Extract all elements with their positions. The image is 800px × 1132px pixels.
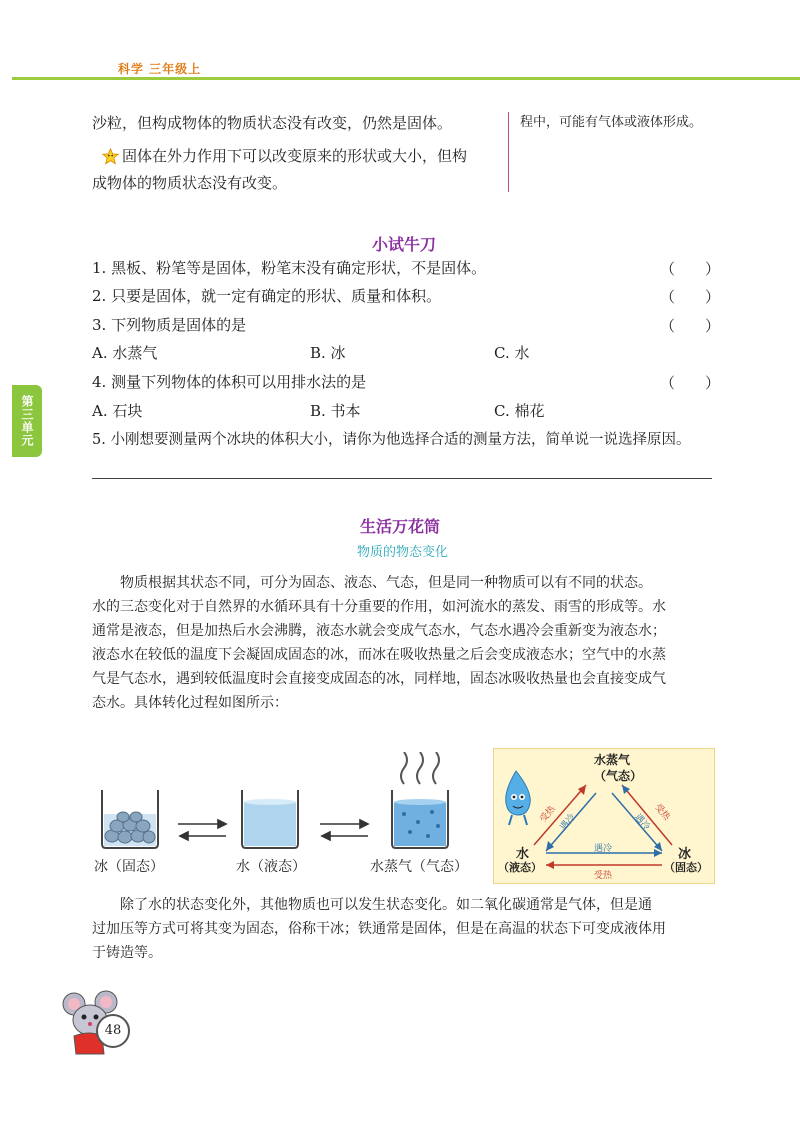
arrow-label-cool-right: 遇冷 [632,812,652,833]
quiz-q3: 3. 下列物质是固体的是 [92,316,247,334]
cycle-left-sublabel: （液态） [498,861,542,874]
water-beaker [242,790,298,848]
quiz-q5: 5. 小刚想要测量两个冰块的体积大小，请你为他选择合适的测量方法，简单说一说选择原因。 [92,432,691,448]
page-number: 48 [96,1014,130,1048]
q4-option-c: C. 棉花 [494,402,545,420]
water-drop-mascot-icon [506,771,531,825]
para1-line: 态水。具体转化过程如图所示： [92,695,288,711]
top-text-line3: 成物体的物质状态没有改变。 [92,174,288,192]
cycle-top-sublabel: （气态） [594,769,643,783]
star-icon [102,148,119,165]
column-divider [508,112,509,192]
cycle-arrows [534,785,672,869]
arrow-label-heat-bottom: 受热 [594,871,613,881]
section-rule [92,478,712,479]
arrow-label-heat-right: 受热 [652,802,672,823]
q4-answer-blank[interactable]: （ ） [660,374,721,392]
q3-option-b: B. 冰 [310,344,346,362]
top-text-line1: 沙粒，但构成物体的物质状态没有改变，仍然是固体。 [92,114,453,132]
steam-beaker [392,752,448,848]
unit-side-tab: 第三单元 [12,385,42,457]
q4-option-b: B. 书本 [310,402,361,420]
q3-option-c: C. 水 [494,344,530,362]
exchange-arrows-1 [178,820,226,840]
life-title: 生活万花筒 [360,517,441,536]
life-paragraph-2 [92,893,717,965]
arrow-label-cool-bottom: 遇冷 [594,844,613,854]
exchange-arrows-2 [320,820,368,840]
cycle-left-label: 水 [516,847,530,862]
state-cycle-diagram [493,748,715,884]
cycle-top-label: 水蒸气 [594,753,631,767]
q2-answer-blank[interactable]: （ ） [660,288,721,306]
para1-line: 物质根据其状态不同，可分为固态、液态、气态，但是同一种物质可以有不同的状态。 [120,575,652,591]
right-note: 程中，可能有气体或液体形成。 [520,115,703,130]
beaker-label-steam: 水蒸气（气态） [370,859,468,875]
q3-answer-blank[interactable]: （ ） [660,317,721,335]
top-text-line2: 固体在外力作用下可以改变原来的形状或大小，但构 [122,147,468,165]
para1-line: 气是气态水，遇到较低温度时会直接变成固态的冰，同样地，固态冰吸收热量也会直接变成气 [92,671,666,687]
life-paragraph-1 [92,571,717,715]
cycle-right-label: 冰 [678,847,692,862]
para1-line: 液态水在较低的温度下会凝固成固态的冰，而冰在吸收热量之后会变成液态水；空气中的水蒸 [92,647,666,663]
para2-line: 于铸造等。 [92,945,162,961]
quiz-title: 小试牛刀 [372,235,437,254]
para2-line: 除了水的状态变化外，其他物质也可以发生状态变化。如二氧化碳通常是气体，但是通 [120,897,652,913]
life-subtitle: 物质的物态变化 [357,545,449,560]
header-title: 科学 三年级上 [118,62,202,76]
cycle-right-sublabel: （固态） [664,861,708,874]
quiz-q2: 2. 只要是固体，就一定有确定的形状、质量和体积。 [92,287,442,305]
para1-line: 水的三态变化对于自然界的水循环具有十分重要的作用，如河流水的蒸发、雨雪的形成等。水 [92,599,666,615]
q1-answer-blank[interactable]: （ ） [660,260,721,278]
header-rule [12,77,800,80]
quiz-q1: 1. 黑板、粉笔等是固体，粉笔末没有确定形状，不是固体。 [92,259,487,277]
arrow-label-heat-left: 受热 [538,804,558,825]
beakers-illustration [92,752,482,852]
ice-beaker [102,790,158,848]
arrow-label-cool-left: 遇冷 [558,812,578,833]
q3-option-a: A. 水蒸气 [92,344,158,362]
beaker-label-ice: 冰（固态） [94,859,164,875]
beaker-label-water: 水（液态） [236,859,306,875]
q4-option-a: A. 石块 [92,402,143,420]
para1-line: 通常是液态，但是加热后水会沸腾，液态水就会变成气态水，气态水遇冷会重新变为液态水； [92,623,666,639]
quiz-q4: 4. 测量下列物体的体积可以用排水法的是 [92,373,367,391]
para2-line: 过加压等方式可将其变为固态，俗称干冰；铁通常是固体，但是在高温的状态下可变成液体用 [92,921,666,937]
